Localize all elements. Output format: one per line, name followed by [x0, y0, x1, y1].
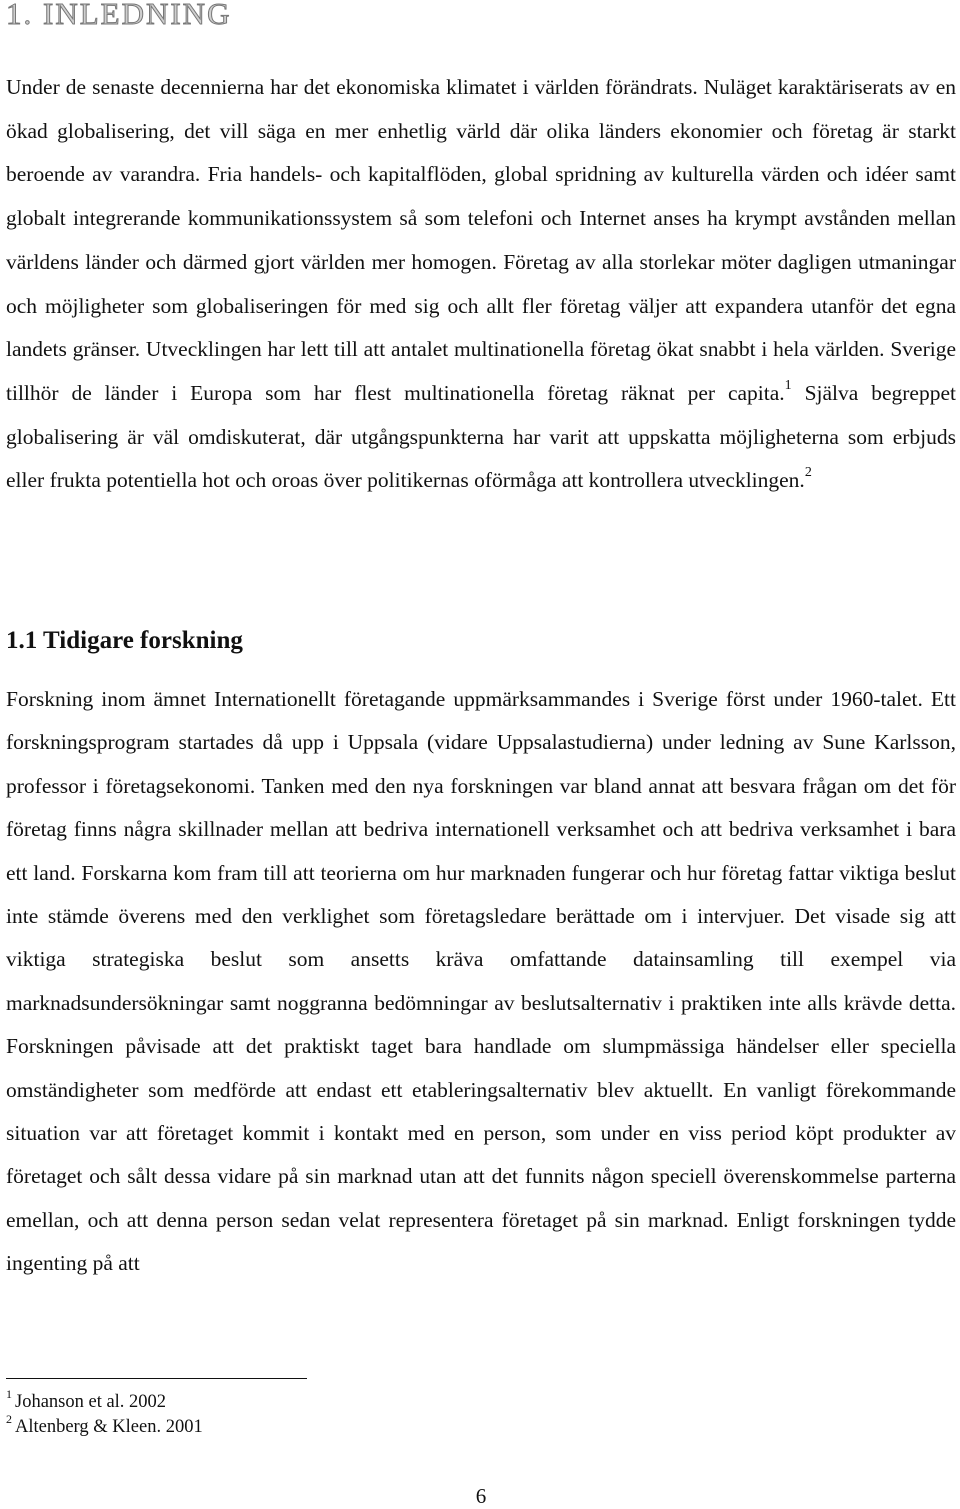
section-heading: 1.1 Tidigare forskning	[6, 627, 243, 654]
page-number: 6	[475, 1484, 487, 1508]
footnote-item	[6, 1386, 203, 1415]
research-paragraph: Forskning inom ämnet Internationellt företagande uppmärksammandes i Sverige först under 1960-talet. Ett forskningsprogram startades då upp i Uppsala (vidare Uppsalastudierna) under ledning av Sune Karlsson, professor i företagsekonomi. Tanken med den nya forskningen var bland annat att besvara frågan om det för företag finns några skillnader mellan att bedriva internationell verksamhet och att bedriva verksamhet i bara ett land. Forskarna kom fram till att teorierna om hur marknaden fungerar och hur företag fattar viktiga beslut inte stämde överens med den verklighet som företagsledare berättade om i intervjuer. Det visade sig att viktiga strategiska beslut som ansetts kräva omfattande datainsamling till exempel via marknadsundersökningar samt noggranna bedömningar av beslutsalternativ i praktiken inte alls krävde detta. Forskningen påvisade att det praktiskt taget bara handlade om slumpmässiga händelser eller speciella omständigheter som medförde att endast ett etableringsalternativ blev aktuellt. En vanligt förekommande situation var att företaget kommit i kontakt med en person, som under en viss period köpt produkter av företaget och sålt dessa vidare på sin marknad utan att det funnits någon speciell överenskommelse parterna emellan, och att denna person sedan velat representera företaget på sin marknad. Enligt forskningen tydde ingenting på att	[6, 687, 956, 1276]
intro-text-part2: Själva begreppet globalisering är väl omdiskuterat, där utgångspunkterna har varit att uppskatta möjligheterna som erbjuds eller frukta potentiella hot och oroas över politikernas oförmåga att kontrollera utvecklingen.	[6, 380, 956, 493]
document-page	[6, 0, 956, 1509]
intro-paragraph	[6, 66, 956, 503]
footnote-text: Altenberg & Kleen. 2001	[15, 1417, 203, 1437]
footnote-ref-1[interactable]: 1	[784, 377, 792, 393]
footnote-list	[6, 1386, 203, 1440]
footnote-text: Johanson et al. 2002	[15, 1392, 167, 1412]
footnote-divider	[6, 1378, 307, 1379]
chapter-title: 1. INLEDNING	[6, 0, 232, 31]
intro-text-part1: Under de senaste decennierna har det ekonomiska klimatet i världen förändrats. Nuläget karaktäriserats av en ökad globalisering, det vill säga en mer enhetlig värld där olika länders ekonomier och företag är starkt beroende av varandra. Fria handels- och kapitalflöden, global spridning av kulturella värden och idéer samt globalt integrerande kommunikationssystem så som telefoni och Internet anses ha krympt avstånden mellan världens länder och därmed gjort världen mer homogen. Företag av alla storlekar möter dagligen utmaningar och möjligheter som globaliseringen för med sig och allt fler företag väljer att expandera utanför det egna landets gränser. Utvecklingen har lett till att antalet multinationella företag ökat snabbt i hela världen. Sverige tillhör de länder i Europa som har flest multinationella företag räknat per capita.	[6, 75, 956, 405]
footnote-number: 2	[6, 1411, 12, 1426]
footnote-number: 1	[6, 1386, 12, 1401]
footnote-ref-2[interactable]: 2	[804, 465, 812, 481]
footnote-item	[6, 1411, 203, 1440]
